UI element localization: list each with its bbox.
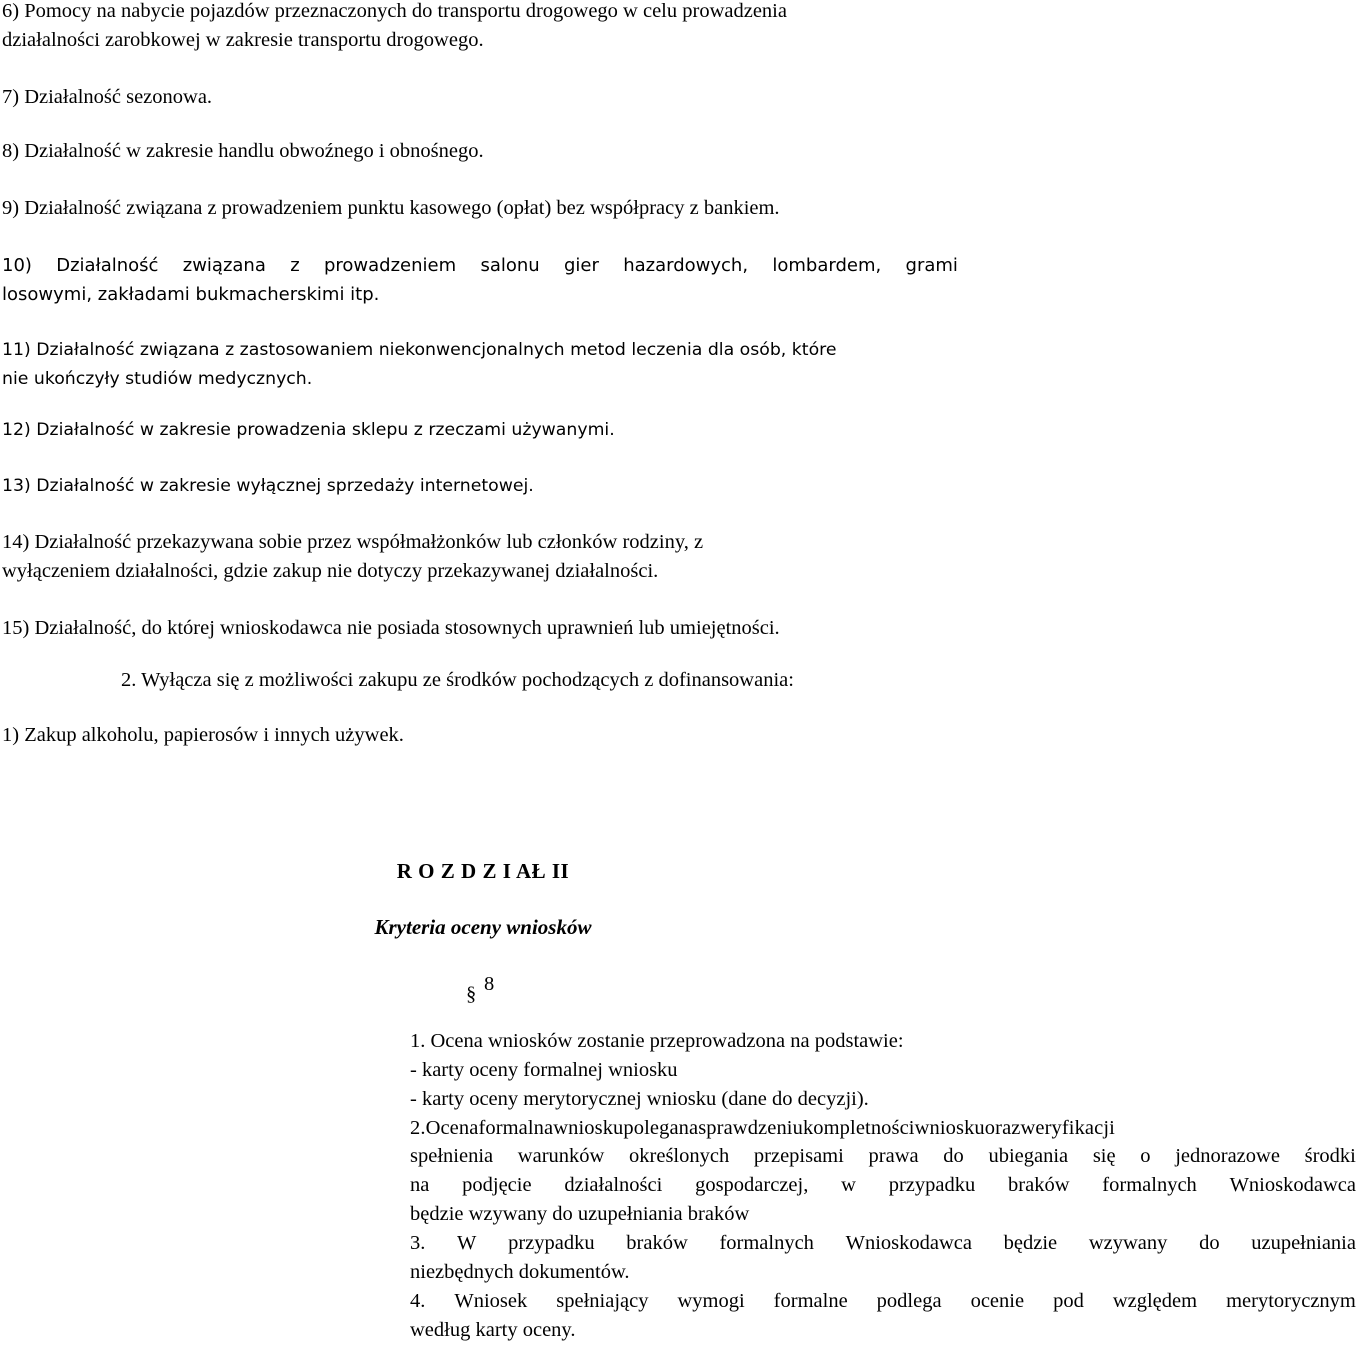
word: o: [1140, 1145, 1151, 1167]
word: do: [943, 1145, 964, 1167]
word: 10): [2, 255, 32, 276]
word: ocenie: [970, 1290, 1025, 1312]
list-item-12: 12) Działalność w zakresie prowadzenia sklepu z rzeczami używanymi.: [2, 420, 615, 440]
word: z: [290, 255, 300, 276]
word: środki: [1304, 1145, 1356, 1167]
word: uzupełniania: [1251, 1232, 1356, 1254]
word: względem: [1112, 1290, 1198, 1312]
evaluation-p2-line-1: [410, 1114, 1115, 1143]
list-item-7: 7) Działalność sezonowa.: [2, 86, 213, 108]
word: prawa: [868, 1145, 919, 1167]
word: lombardem,: [772, 255, 882, 276]
list-item-11: [2, 336, 958, 394]
word: do: [1199, 1232, 1220, 1254]
evaluation-p1: 1. Ocena wniosków zostanie przeprowadzona na podstawie:: [410, 1030, 904, 1052]
word: gier: [564, 255, 599, 276]
word: oraz: [984, 1117, 1021, 1139]
word: będzie: [1003, 1232, 1058, 1254]
word: podlega: [876, 1290, 942, 1312]
word: salonu: [480, 255, 540, 276]
word: W: [457, 1232, 477, 1254]
word: określonych: [629, 1145, 730, 1167]
list-item-8: 8) Działalność w zakresie handlu obwoźnego i obnośnego.: [2, 140, 484, 162]
section-symbol: §: [466, 983, 477, 1005]
word: związana: [182, 255, 266, 276]
evaluation-p3-line-1: [410, 1229, 1356, 1258]
evaluation-p1-b: - karty oceny merytorycznej wniosku (dane do decyzji).: [410, 1088, 869, 1110]
list-item-6-line-1: 6) Pomocy na nabycie pojazdów przeznaczonych do transportu drogowego w celu prowadzenia: [2, 0, 787, 22]
word: wniosku: [553, 1117, 624, 1139]
word: przepisami: [753, 1145, 844, 1167]
evaluation-p2-cont: [410, 1142, 1356, 1345]
word: 3.: [410, 1232, 426, 1254]
list-item-11-line-1: 11) Działalność związana z zastosowaniem niekonwencjonalnych metod leczenia dla osób, które: [2, 340, 837, 360]
word: w: [841, 1174, 856, 1196]
word: formalnych: [719, 1232, 814, 1254]
word: działalności: [564, 1174, 663, 1196]
word: merytorycznym: [1226, 1290, 1356, 1312]
list-item-14: [2, 528, 958, 586]
word: na: [678, 1117, 699, 1139]
word: na: [410, 1174, 430, 1196]
word: wniosku: [914, 1117, 985, 1139]
exclusion-item-1: 1) Zakup alkoholu, papierosów i innych używek.: [2, 724, 404, 746]
evaluation-p4-line-1: [410, 1287, 1356, 1316]
word: wzywany: [1088, 1232, 1168, 1254]
word: Wnioskodawca: [845, 1232, 972, 1254]
word: Ocena: [425, 1117, 479, 1139]
word: sprawdzeniu: [698, 1117, 803, 1139]
word: kompletności: [802, 1117, 915, 1139]
word: formalne: [773, 1290, 848, 1312]
chapter-subtitle: Kryteria oceny wniosków: [374, 915, 592, 939]
list-item-6-line-2: działalności zarobkowej w zakresie transportu drogowego.: [2, 29, 484, 51]
word: ubiegania: [988, 1145, 1069, 1167]
word: prowadzeniem: [323, 255, 457, 276]
list-item-14-line-1: 14) Działalność przekazywana sobie przez współmałżonków lub członków rodziny, z: [2, 531, 704, 553]
word: 4.: [410, 1290, 426, 1312]
word: gospodarczej,: [695, 1174, 809, 1196]
list-item-14-line-2: wyłączeniem działalności, gdzie zakup nie dotyczy przekazywanej działalności.: [2, 560, 659, 582]
word: jednorazowe: [1175, 1145, 1280, 1167]
word: podjęcie: [462, 1174, 532, 1196]
list-item-10-line-2: losowymi, zakładami bukmacherskimi itp.: [2, 284, 380, 305]
word: spełniający: [556, 1290, 649, 1312]
word: Wniosek: [454, 1290, 528, 1312]
list-item-15: 15) Działalność, do której wnioskodawca nie posiada stosownych uprawnień lub umiejętności.: [2, 617, 780, 639]
word: 2.: [410, 1117, 426, 1139]
word: formalna: [478, 1117, 554, 1139]
evaluation-block: [410, 1027, 950, 1114]
evaluation-p4-line-2: według karty oceny.: [410, 1319, 576, 1341]
word: się: [1092, 1145, 1116, 1167]
evaluation-p2-line-4: będzie wzywany do uzupełniania braków: [410, 1203, 750, 1225]
word: Działalność: [56, 255, 159, 276]
list-item-9: 9) Działalność związana z prowadzeniem punktu kasowego (opłat) bez współpracy z bankiem.: [2, 197, 780, 219]
word: przypadku: [888, 1174, 976, 1196]
word: warunków: [517, 1145, 605, 1167]
word: pod: [1053, 1290, 1084, 1312]
word: grami: [905, 255, 958, 276]
word: spełnienia: [410, 1145, 494, 1167]
exclusion-heading: 2. Wyłącza się z możliwości zakupu ze środków pochodzących z dofinansowania:: [121, 669, 794, 691]
word: wymogi: [677, 1290, 745, 1312]
chapter-title: R O Z D Z I AŁ II: [396, 859, 570, 883]
word: braków: [1008, 1174, 1070, 1196]
word: braków: [626, 1232, 688, 1254]
list-item-10: [2, 251, 958, 309]
word: hazardowych,: [623, 255, 749, 276]
evaluation-p2-line-2: [410, 1142, 1356, 1171]
evaluation-p2: [410, 1114, 1115, 1143]
list-item-11-line-2: nie ukończyły studiów medycznych.: [2, 369, 313, 389]
word: przypadku: [508, 1232, 595, 1254]
evaluation-p2-line-3: [410, 1171, 1356, 1200]
word: formalnych: [1102, 1174, 1197, 1196]
word: weryfikacji: [1020, 1117, 1115, 1139]
list-item-6: [2, 0, 958, 55]
list-item-10-line-1: [2, 251, 958, 280]
section-number: 8: [484, 973, 495, 995]
evaluation-p3-line-2: niezbędnych dokumentów.: [410, 1261, 630, 1283]
list-item-13: 13) Działalność w zakresie wyłącznej sprzedaży internetowej.: [2, 476, 534, 496]
word: Wnioskodawca: [1229, 1174, 1356, 1196]
evaluation-p1-a: - karty oceny formalnej wniosku: [410, 1059, 678, 1081]
word: polega: [623, 1117, 679, 1139]
